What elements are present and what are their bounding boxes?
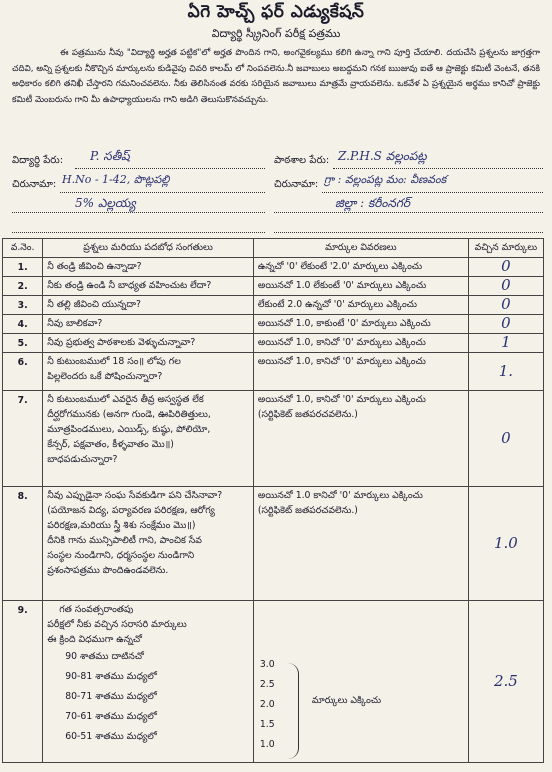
form-title: ఏగె హెచ్చ్ ఫర్ ఎడ్యుకేషన్ bbox=[187, 2, 365, 22]
row-marks-field[interactable]: 2.5 bbox=[468, 601, 543, 763]
address-line-3 bbox=[12, 232, 265, 233]
row-description bbox=[253, 315, 468, 334]
grade-range-label: 70-61 శాతము మధ్యలో bbox=[65, 711, 157, 722]
description-line: అయినచో 1.0, కానిచో '0' మార్కులు ఎక్కించు bbox=[257, 356, 426, 367]
table-header-row bbox=[3, 239, 544, 258]
row-description bbox=[253, 391, 468, 487]
description-line: (సర్టిఫికెట్ జతపరచవలెను.) bbox=[257, 409, 358, 420]
question-line: నీకు తండ్రి ఉండి నీ బాధ్యత వహించుట లేదా? bbox=[47, 280, 212, 291]
row-description bbox=[253, 487, 468, 601]
table-body bbox=[3, 258, 544, 763]
address-value-1: H.No - 1-42, పొట్లపల్లి bbox=[62, 173, 170, 186]
question-line: మూత్రపిండములు, ఎయిడ్స్, కుష్ఠు, పోలియో, bbox=[47, 424, 211, 435]
row-marks-field[interactable]: 0 bbox=[468, 296, 543, 315]
school-name-line bbox=[333, 168, 543, 169]
description-line: అయినచో 1.0 కానిచో '0' మార్కులు ఎక్కించు bbox=[257, 490, 423, 501]
question-line: నీవు బాలికవా? bbox=[47, 318, 103, 329]
row-question bbox=[43, 353, 254, 391]
grade-brace bbox=[288, 663, 299, 759]
row-description bbox=[253, 601, 468, 763]
row-marks-field[interactable]: 0 bbox=[468, 258, 543, 277]
instruction-line: ఈ పత్రమును నీవు "విద్యార్థి అర్హత పట్టిక"లో అర్హత పొందిన గాని, అంగవైకల్యము కలిగి ఉన్నా గాని పూర్తి చేయాలి. bbox=[60, 48, 444, 58]
question-line: (పయోజన విద్య, పర్యావరణ పరిరక్షణ, ఆరోగ్య bbox=[47, 505, 215, 516]
question-line: గత సంవత్సరాంతపు bbox=[59, 604, 134, 615]
col-header-marks: వచ్చిన మార్కులు bbox=[468, 239, 543, 258]
row-question bbox=[43, 601, 254, 763]
question-line: నీవు ఎప్పుడైనా సంఘ సేవకుడిగా పని చేసినావా? bbox=[47, 490, 223, 501]
question-line: పరీక్షలో నీకు వచ్చిన సరాసరి మార్కులు bbox=[47, 619, 187, 630]
instruction-line: వరకు సరియైన జవాబులు మాత్రమే వ్రాయవలెను. ఒకవేళ ఏ ప్రశ్నయైన అర్థము కానిచో ప్రాజెక్టు కమిటీ మెంబరును గాని మీ bbox=[12, 79, 541, 105]
table-row bbox=[3, 296, 544, 315]
row-question bbox=[43, 391, 254, 487]
row-question bbox=[43, 315, 254, 334]
col-header-sno: వ.నెం. bbox=[3, 239, 43, 258]
instruction-line: దయచేసి ప్రశ్నలను జాగ్రత్తగా చదివి, అన్ని ప్రశ్నలకు నీకొచ్చిన మార్కులను కుడివైపు చివరి కాలమ్ లో నింపవలెను.నీ జవాబులు bbox=[12, 48, 540, 74]
grade-value: 2.5 bbox=[259, 679, 275, 690]
row-marks-field[interactable]: 1. bbox=[468, 353, 543, 391]
address2-line-1 bbox=[322, 192, 543, 193]
question-line: సంస్థల నుండిగాని, ధర్మసంస్థల నుండిగాని bbox=[47, 550, 195, 561]
table-row bbox=[3, 277, 544, 296]
address2-label: చిరునామా: bbox=[274, 179, 319, 190]
question-line: నీ తల్లి జీవించి యున్నదా? bbox=[47, 299, 141, 310]
row-sno: 6. bbox=[3, 353, 43, 391]
row-description bbox=[253, 258, 468, 277]
row-question bbox=[43, 277, 254, 296]
description-line: అయినచో 1.0, కానిచో '0' మార్కులు ఎక్కించు bbox=[257, 394, 426, 405]
school-name-label: పాఠశాల పేరు: bbox=[274, 155, 330, 166]
address-value-2: 5% ఎల్లయ్య bbox=[75, 196, 136, 210]
row-sno: 3. bbox=[3, 296, 43, 315]
address2-value-1: గ్రా : వల్లంపట్ల మం: వీణవంక bbox=[324, 173, 447, 186]
address2-line-3 bbox=[274, 232, 543, 233]
table-row bbox=[3, 353, 544, 391]
question-line: నీ తండ్రి జీవించి ఉన్నాడా? bbox=[47, 261, 142, 272]
row-marks-field[interactable]: 0 bbox=[468, 315, 543, 334]
question-line: నీ కుటుంబములో ఎవరైన తీవ్ర అస్వస్థత లేక bbox=[47, 394, 204, 405]
row-sno: 4. bbox=[3, 315, 43, 334]
question-line: నీ కుటుంబములో 18 సం॥ లోపు గల bbox=[47, 356, 181, 367]
row-sno: 1. bbox=[3, 258, 43, 277]
address-label: చిరునామా: bbox=[12, 179, 57, 190]
grade-value: 2.0 bbox=[259, 699, 275, 710]
row-sno: 5. bbox=[3, 334, 43, 353]
row-sno: 2. bbox=[3, 277, 43, 296]
school-name-value: Z.P.H.S వల్లంపట్ల bbox=[338, 149, 427, 163]
description-line: అయినచో 1.0, కాకుంటే '0' మార్కులు ఎక్కించు bbox=[257, 318, 431, 329]
question-line: ప్రశంసాపత్రము పొందిఉండవలెను. bbox=[47, 565, 169, 576]
col-header-description: మార్కుల వివరణలు bbox=[253, 239, 468, 258]
grade-range-label: 80-71 శాతము మధ్యలో bbox=[65, 691, 157, 702]
student-name-line bbox=[75, 168, 265, 169]
row-marks-field[interactable]: 0 bbox=[468, 277, 543, 296]
row-sno: 8. bbox=[3, 487, 43, 601]
row-description bbox=[253, 334, 468, 353]
row-sno: 9. bbox=[3, 601, 43, 763]
question-line: బాధపడుచున్నారా? bbox=[47, 454, 118, 465]
description-line: అయినచో 1.0, కానిచో '0' మార్కులు ఎక్కించు bbox=[257, 337, 426, 348]
table-row-grades bbox=[3, 601, 544, 763]
row-question bbox=[43, 334, 254, 353]
question-line: పరిరక్షణ,మరియు స్త్రీ శిశు సంక్షేమం మొ॥) bbox=[47, 520, 196, 531]
grade-values bbox=[260, 655, 275, 755]
row-question bbox=[43, 258, 254, 277]
question-line: కేన్సర్, పక్షవాతం, కీళ్ళవాతం మొ॥) bbox=[47, 439, 174, 450]
question-line: నీవు ప్రభుత్వ పాఠశాలకు వెళ్ళుచున్నావా? bbox=[47, 337, 196, 348]
address2-value-2: జిల్లా : కరీంనగర్ bbox=[335, 196, 411, 210]
grade-value: 3.0 bbox=[259, 659, 275, 670]
row-description bbox=[253, 277, 468, 296]
row-description bbox=[253, 296, 468, 315]
description-line: (సర్టిఫికెట్ జతపరచవలెను.) bbox=[257, 505, 358, 516]
grade-range-label: 90-81 శాతము మధ్యలో bbox=[65, 671, 157, 682]
description-line: లేకుంటే 2.0 ఉన్నచో '0' మార్కులు ఎక్కించు bbox=[257, 299, 417, 310]
instructions-paragraph bbox=[12, 46, 540, 108]
address-line-2 bbox=[12, 212, 265, 213]
table-row bbox=[3, 487, 544, 601]
grade-range-label: 90 శాతము దాటినచో bbox=[65, 651, 144, 662]
table-row bbox=[3, 258, 544, 277]
student-name-label: విద్యార్థి పేరు: bbox=[12, 155, 64, 166]
grade-value: 1.5 bbox=[259, 719, 275, 730]
address-line-1 bbox=[60, 192, 265, 193]
question-line: ఈ క్రింది విధముగా ఉన్నచో bbox=[47, 634, 142, 645]
brace-label: మార్కులు ఎక్కించు bbox=[311, 695, 382, 706]
description-line: అయినచో 1.0 లేకుంటే '0' మార్కులు ఎక్కించు bbox=[257, 280, 427, 291]
row-sno: 7. bbox=[3, 391, 43, 487]
form-subtitle: విద్యార్థి స్క్రీనింగ్ పరీక్ష పత్రము bbox=[211, 27, 341, 40]
student-name-value: P. సతీష్ bbox=[90, 149, 130, 163]
instruction-line: అబద్దమని గనక ఋజువు ఐతే ఆ ప్రాజెక్టు కమిటీ వెంటనే, తనకి అధికారం కలిగి తనిఖీ చేస్తారని గమనించవలెను. నీకు తెలిసినంత bbox=[12, 63, 541, 90]
instruction-line: ఉపాధ్యాయులను గాని అడిగి తెలుసుకొనవచ్చును. bbox=[102, 94, 269, 105]
question-line: పిల్లలెందరు ఒకే పోషించున్నారా? bbox=[47, 371, 163, 382]
row-description bbox=[253, 353, 468, 391]
question-line: దీర్ఘరోగమునకు (అనగా గుండె, ఊపిరితిత్తులు, bbox=[47, 409, 211, 420]
row-marks-field[interactable]: 1.0 bbox=[468, 487, 543, 601]
grade-value: 1.0 bbox=[259, 739, 275, 750]
col-header-question: ప్రశ్నలు మరియు పదబోధ సంగతులు bbox=[43, 239, 254, 258]
question-line: దీనికి గాను మున్సిపాలిటీ గాని, పాంచిక సేవ bbox=[47, 535, 202, 546]
grade-range-label: 60-51 శాతము మధ్యలో bbox=[65, 731, 157, 742]
row-question bbox=[43, 487, 254, 601]
row-marks-field[interactable]: 0 bbox=[468, 391, 543, 487]
table-row bbox=[3, 391, 544, 487]
table-row bbox=[3, 334, 544, 353]
row-marks-field[interactable]: 1 bbox=[468, 334, 543, 353]
row-question bbox=[43, 296, 254, 315]
table-row bbox=[3, 315, 544, 334]
screening-table bbox=[2, 238, 544, 763]
description-line: ఉన్నచో '0' లేకుంటే '2.0' మార్కులు ఎక్కించు bbox=[257, 261, 423, 272]
